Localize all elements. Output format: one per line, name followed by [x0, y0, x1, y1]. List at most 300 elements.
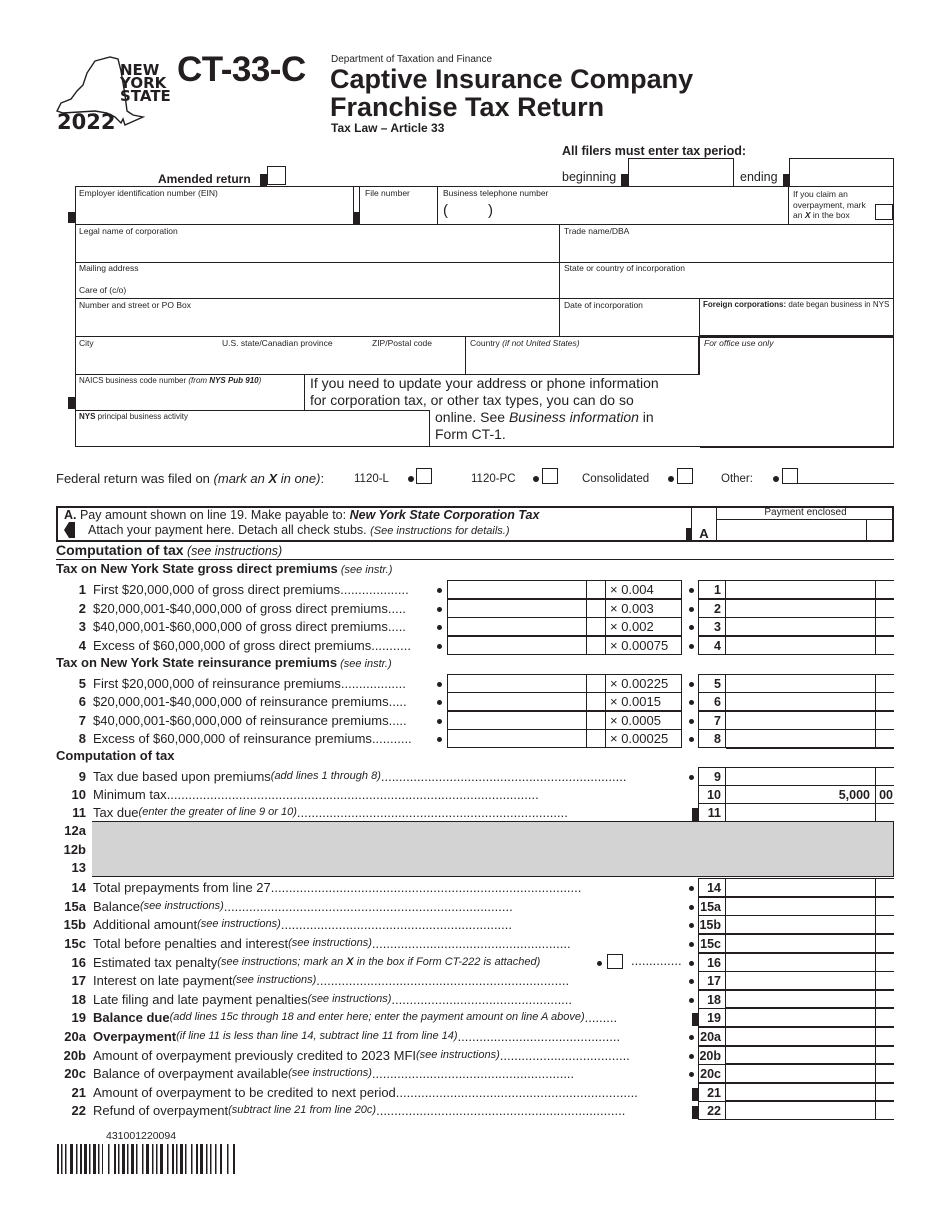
- line-7-premium-cents[interactable]: [586, 711, 606, 730]
- cents-column: [875, 693, 876, 710]
- line-14-number-box: 14: [698, 878, 726, 897]
- cents-column: [875, 1047, 876, 1064]
- line-15b-number-box: 15b: [698, 915, 726, 934]
- text: Computation of tax: [56, 542, 184, 558]
- line-15c-amount-input[interactable]: [726, 934, 894, 953]
- line-20a-amount-input[interactable]: [726, 1027, 894, 1046]
- text: Tax on New York State gross direct premiums: [56, 561, 338, 576]
- phone-open-paren: (: [443, 202, 448, 219]
- option-1120l-checkbox[interactable]: [416, 468, 432, 484]
- city-label: City: [79, 338, 94, 348]
- line-number: 4: [78, 637, 86, 653]
- line-14-amount-input[interactable]: [726, 878, 894, 897]
- leader-dots: ......................................................................................: [270, 879, 582, 895]
- direct-premiums-heading: [56, 561, 392, 576]
- notice-line: If you need to update your address or phone information: [310, 375, 659, 391]
- line-16-amount-input[interactable]: [726, 953, 894, 972]
- country-label: [470, 338, 580, 348]
- line-number: 15c: [64, 935, 86, 951]
- cents-column: [875, 1102, 876, 1119]
- line-9-number-box: 9: [698, 767, 726, 786]
- line-5-premium-cents[interactable]: [586, 674, 606, 693]
- line-7-number-box: 7: [698, 711, 726, 730]
- address-update-notice: [310, 375, 659, 409]
- text: online. See: [435, 409, 509, 425]
- payment-cents-input[interactable]: [866, 520, 894, 541]
- leader-dots: ...................: [340, 581, 409, 597]
- line-number: 8: [78, 730, 86, 746]
- line-4-rate: × 0.00075: [605, 636, 682, 655]
- logo-line-york: YORK: [120, 74, 167, 92]
- line-3-number-box: 3: [698, 617, 726, 636]
- line-20a-row: [56, 1027, 620, 1046]
- leader-dots: ..................................................: [391, 991, 573, 1007]
- bullet-icon: [408, 476, 414, 482]
- bullet-icon: [689, 588, 694, 593]
- bullet-icon: [437, 625, 442, 630]
- notice-line: for corporation tax, or other tax types, you can do so: [310, 392, 634, 408]
- divider: [700, 446, 894, 448]
- line-number: 12a: [64, 823, 86, 838]
- line-description: Overpayment: [93, 1028, 177, 1044]
- bullet-icon: [689, 961, 694, 966]
- line-number: 17: [71, 972, 86, 988]
- line-5-amount-input[interactable]: [726, 674, 894, 693]
- line-number: 2: [78, 600, 86, 616]
- option-other-label: Other:: [721, 473, 753, 485]
- department-name: Department of Taxation and Finance: [331, 54, 493, 65]
- cents-column: [875, 898, 876, 915]
- payment-instruction: [64, 508, 539, 522]
- line-9-row: [56, 767, 626, 786]
- bullet-icon: [689, 886, 694, 891]
- line-3-premium-input[interactable]: [447, 617, 587, 636]
- line-description: $40,000,001-$60,000,000 of reinsurance premiums: [93, 712, 389, 728]
- leader-dots: ...........................................................................: [296, 804, 568, 820]
- line-number: 15a: [64, 898, 86, 914]
- line-15b-amount-input[interactable]: [726, 915, 894, 934]
- title-line-2: Franchise Tax Return: [330, 92, 605, 122]
- bullet-icon: [437, 682, 442, 687]
- bullet-icon: [689, 682, 694, 687]
- divider: [56, 559, 894, 560]
- tax-period-beginning-input[interactable]: [628, 158, 734, 187]
- line-6-amount-input[interactable]: [726, 692, 894, 711]
- text: date began business in NYS: [786, 300, 890, 309]
- text: (see instr.): [337, 564, 393, 576]
- cents-column: [875, 954, 876, 971]
- text: NAICS business code number: [79, 376, 189, 385]
- cents-column: [875, 972, 876, 989]
- foreign-date-label: [703, 300, 889, 309]
- bullet-icon: [773, 476, 779, 482]
- bullet-icon: [689, 998, 694, 1003]
- line-2-number-box: 2: [698, 599, 726, 618]
- bullet-icon: [689, 905, 694, 910]
- text: (mark an: [213, 471, 269, 486]
- line-15c-number-box: 15c: [698, 934, 726, 953]
- line-description: Amount of overpayment previously credited to 2023 MFI: [93, 1047, 416, 1063]
- computation-heading: [56, 542, 282, 558]
- legal-name-label: Legal name of corporation: [79, 226, 178, 236]
- text: (See instructions for details.): [370, 525, 510, 537]
- bullet-icon: [689, 1072, 694, 1077]
- line-21-row: [56, 1083, 638, 1102]
- bullet-icon: [689, 1035, 694, 1040]
- line-3-amount-input[interactable]: [726, 617, 894, 636]
- line-3-premium-cents[interactable]: [586, 617, 606, 636]
- cents-column: [875, 675, 876, 692]
- scan-marker: [260, 174, 267, 186]
- text: (from: [188, 376, 210, 385]
- file-number-label: File number: [365, 188, 410, 198]
- line-10-number-box: 10: [698, 785, 726, 804]
- line-description: First $20,000,000 of gross direct premiums: [93, 581, 341, 597]
- line-description: Minimum tax: [93, 786, 167, 802]
- line-15a-number-box: 15a: [698, 897, 726, 916]
- line-description: $20,000,001-$40,000,000 of reinsurance premiums: [93, 693, 389, 709]
- text: an: [793, 210, 805, 220]
- line-number: 21: [71, 1084, 86, 1100]
- payee: New York State Corporation Tax: [349, 508, 540, 522]
- line-19-row: [56, 1008, 617, 1027]
- leader-dots: .....................................................................: [376, 1102, 626, 1118]
- leader-dots: ...........: [371, 637, 411, 653]
- text: Pay amount shown on line 19. Make payable to:: [76, 508, 350, 522]
- leader-dots: ...........: [371, 730, 412, 746]
- line-17-number-box: 17: [698, 971, 726, 990]
- line-2-premium-input[interactable]: [447, 599, 587, 618]
- line-number: 12b: [63, 841, 86, 857]
- leader-dots: .....: [388, 712, 407, 728]
- cents-column: [875, 637, 876, 654]
- line-15c-row: [56, 934, 571, 953]
- line-1-premium-cents[interactable]: [586, 580, 606, 599]
- bullet-icon: [689, 625, 694, 630]
- line-15a-row: [56, 897, 513, 916]
- line-1-row: [56, 580, 409, 599]
- bullet-icon: [689, 737, 694, 742]
- form-title: [330, 65, 693, 121]
- notice-line: [435, 409, 654, 426]
- line-note: (add lines 1 through 8): [270, 770, 381, 783]
- line-2-rate: × 0.003: [605, 599, 682, 618]
- cents-column: [875, 618, 876, 635]
- line-2-amount-input[interactable]: [726, 599, 894, 618]
- payment-enclosed-label: Payment enclosed: [717, 506, 894, 520]
- cents-column: [875, 935, 876, 952]
- barcode-number: 431001220094: [106, 1130, 177, 1142]
- line-3-row: [56, 617, 406, 636]
- text: (see instructions; mark an: [217, 956, 347, 969]
- other-specify-input[interactable]: [798, 483, 894, 484]
- leader-dots: ....................................: [499, 1047, 630, 1063]
- line-8-premium-input[interactable]: [447, 729, 587, 748]
- line-number: 6: [78, 693, 86, 709]
- line-description: Tax due based upon premiums: [93, 768, 271, 784]
- cents-column: [875, 786, 876, 803]
- line-18-number-box: 18: [698, 990, 726, 1009]
- line-4-amount-input[interactable]: [726, 636, 894, 655]
- line-number: 11: [72, 804, 86, 820]
- option-1120pc-checkbox[interactable]: [542, 468, 558, 484]
- line-number: 1: [78, 581, 86, 597]
- line-note: (enter the greater of line 9 or 10): [138, 806, 297, 819]
- text: (see instructions): [183, 544, 283, 558]
- logo-text: [120, 61, 171, 105]
- state-province-label: U.S. state/Canadian province: [222, 338, 333, 348]
- line-19-number-box: 19: [698, 1008, 726, 1027]
- bullet-icon: [437, 737, 442, 742]
- leader-dots: .......................................................: [371, 935, 571, 951]
- text: in the box: [810, 210, 850, 220]
- date-incorporation-label: Date of incorporation: [564, 300, 643, 310]
- leader-dots: ..............: [631, 953, 682, 968]
- line-6-premium-cents[interactable]: [586, 692, 606, 711]
- line-22-row: [56, 1101, 625, 1120]
- line-4-row: [56, 636, 411, 655]
- line-5-number-box: 5: [698, 674, 726, 693]
- line-8-number-box: 8: [698, 729, 726, 748]
- line-3-rate: × 0.002: [605, 617, 682, 636]
- cents-column: [875, 1028, 876, 1045]
- title-line-1: Captive Insurance Company: [330, 64, 694, 94]
- line-4-number-box: 4: [698, 636, 726, 655]
- line-5-premium-input[interactable]: [447, 674, 587, 693]
- line-note: (see instructions): [139, 900, 224, 913]
- line-description: Amount of overpayment to be credited to next period: [93, 1084, 396, 1100]
- line-8-premium-cents[interactable]: [586, 729, 606, 748]
- text: X: [804, 210, 811, 220]
- line-20b-number-box: 20b: [698, 1046, 726, 1065]
- line-4-premium-input[interactable]: [447, 636, 587, 655]
- leader-dots: ................................................................................: [223, 898, 513, 914]
- overpayment-label-line: overpayment, mark: [793, 199, 866, 210]
- line-number: 7: [78, 712, 86, 728]
- line-17-amount-input[interactable]: [726, 971, 894, 990]
- bullet-icon: [437, 607, 442, 612]
- option-1120l-label: 1120-L: [354, 473, 389, 485]
- line-7-premium-input[interactable]: [447, 711, 587, 730]
- divider: [726, 1063, 894, 1065]
- barcode-icon: [57, 1144, 239, 1174]
- divider: [726, 1026, 894, 1028]
- line-7-rate: × 0.0005: [605, 711, 682, 730]
- form-ct222-attached-checkbox[interactable]: [607, 954, 623, 969]
- cents-column: [875, 1065, 876, 1082]
- ending-label: ending: [740, 170, 778, 184]
- option-1120pc-label: 1120-PC: [471, 473, 516, 485]
- phone-label: Business telephone number: [443, 188, 549, 198]
- option-other-checkbox[interactable]: [782, 468, 798, 484]
- line-20a-number-box: 20a: [698, 1027, 726, 1046]
- scan-marker: [621, 174, 628, 186]
- form-subtitle: Tax Law – Article 33: [331, 121, 445, 135]
- line-8-row: [56, 729, 412, 748]
- text: in one): [277, 471, 321, 486]
- line-2-premium-cents[interactable]: [586, 599, 606, 618]
- tax-period-ending-input[interactable]: [789, 158, 894, 187]
- bullet-icon: [437, 644, 442, 649]
- attach-instruction: [88, 523, 509, 537]
- line-9-amount-input[interactable]: [726, 767, 894, 786]
- line-description: Balance due: [93, 1009, 170, 1025]
- text: :: [320, 471, 325, 486]
- bullet-icon: [689, 923, 694, 928]
- business-activity-label: [79, 412, 188, 421]
- line-number: 9: [78, 768, 86, 784]
- overpayment-claim-checkbox[interactable]: [875, 204, 893, 220]
- bullet-icon: [689, 700, 694, 705]
- overpayment-label-line: If you claim an: [793, 189, 848, 199]
- line-description: Excess of $60,000,000 of gross direct premiums: [93, 637, 372, 653]
- cents-column: [875, 1084, 876, 1101]
- line-15a-amount-input[interactable]: [726, 897, 894, 916]
- cents-column: [875, 712, 876, 729]
- leader-dots: ...................................................................: [395, 1084, 638, 1100]
- payment-enclosed-input[interactable]: [717, 520, 867, 542]
- line-number: 3: [78, 618, 86, 634]
- divider: [726, 896, 894, 898]
- naics-label: [79, 376, 261, 385]
- text: Foreign corporations:: [703, 300, 787, 309]
- line-8-amount-input[interactable]: [726, 729, 894, 748]
- street-label: Number and street or PO Box: [79, 300, 191, 310]
- line-number: 5: [78, 675, 86, 691]
- line-18-row: [56, 990, 572, 1009]
- line-4-premium-cents[interactable]: [586, 636, 606, 655]
- line-description: Total prepayments from line 27: [93, 879, 271, 895]
- line-6-premium-input[interactable]: [447, 692, 587, 711]
- line-1-rate: × 0.004: [605, 580, 682, 599]
- line-15b-row: [56, 915, 512, 934]
- amended-return-label: Amended return: [158, 172, 251, 186]
- cents-column: [875, 581, 876, 598]
- line-10-row: [56, 785, 539, 804]
- bullet-icon: [437, 588, 442, 593]
- line-21-number-box: 21: [698, 1083, 726, 1102]
- notice-line: Form CT-1.: [435, 426, 506, 442]
- cents-column: [875, 730, 876, 747]
- trade-name-label: Trade name/DBA: [564, 226, 630, 236]
- line-number: 19: [71, 1009, 86, 1025]
- line-note: (see instructions): [307, 993, 392, 1006]
- line-description: Balance of overpayment available: [93, 1065, 289, 1081]
- line-14-row: [56, 878, 581, 897]
- line-description: Excess of $60,000,000 of reinsurance premiums: [93, 730, 372, 746]
- line-1-amount-input[interactable]: [726, 580, 894, 599]
- ein-label: Employer identification number (EIN): [79, 188, 218, 198]
- shaded-unused-lines: [92, 821, 894, 877]
- line-description: $20,000,001-$40,000,000 of gross direct premiums: [93, 600, 388, 616]
- reinsurance-premiums-heading: [56, 655, 392, 670]
- line-11-number-box: 11: [698, 803, 726, 822]
- mailing-address-label: Mailing address: [79, 263, 139, 273]
- bullet-icon: [689, 979, 694, 984]
- line-note: (see instructions): [232, 974, 317, 987]
- line-description: Total before penalties and interest: [93, 935, 289, 951]
- line-22-number-box: 22: [698, 1101, 726, 1120]
- bullet-icon: [437, 700, 442, 705]
- line-description: First $20,000,000 of reinsurance premiums: [93, 675, 341, 691]
- line-20c-amount-input[interactable]: [726, 1064, 894, 1083]
- line-10-amount-input[interactable]: [726, 785, 894, 804]
- office-use-label: For office use only: [704, 338, 774, 348]
- overpayment-claim-label: [793, 189, 866, 221]
- line-22-amount-input[interactable]: [726, 1101, 894, 1120]
- line-description: $40,000,001-$60,000,000 of gross direct premiums: [93, 618, 388, 634]
- line-7-row: [56, 711, 407, 730]
- line-number: 20b: [63, 1047, 86, 1063]
- line-1-number-box: 1: [698, 580, 726, 599]
- line-5-row: [56, 674, 406, 693]
- line-6-row: [56, 692, 407, 711]
- cents-column: [875, 804, 876, 821]
- text: in: [638, 409, 654, 425]
- bullet-icon: [533, 476, 539, 482]
- text: (see instr.): [337, 658, 392, 670]
- line-1-premium-input[interactable]: [447, 580, 587, 599]
- line-description: Estimated tax penalty: [93, 954, 218, 970]
- line-19-amount-input[interactable]: [726, 1008, 894, 1027]
- line-description: Balance: [93, 898, 140, 914]
- line-number: 10: [71, 786, 86, 802]
- line-number: 20a: [64, 1028, 86, 1044]
- phone-close-paren: ): [488, 202, 493, 219]
- scan-marker: [68, 212, 75, 223]
- leader-dots: ..................: [340, 675, 406, 691]
- line-description: Tax due: [93, 804, 139, 820]
- line-20b-row: [56, 1046, 630, 1065]
- mailing-address-field[interactable]: [75, 262, 559, 298]
- leader-dots: ....................................................................: [380, 768, 627, 784]
- line-11-amount-input[interactable]: [726, 803, 894, 822]
- federal-return-label: [56, 471, 324, 486]
- bullet-icon: [689, 607, 694, 612]
- amended-return-checkbox[interactable]: [267, 166, 286, 185]
- line-note: (if line 11 is less than line 14, subtract line 11 from line 14): [176, 1030, 458, 1043]
- divider: [726, 933, 894, 935]
- bullet-icon: [668, 476, 674, 482]
- cents-column: [875, 1009, 876, 1026]
- bullet-icon: [597, 961, 602, 966]
- overpayment-label-line: [793, 210, 866, 221]
- text: NYS: [79, 412, 96, 421]
- line-note: (see instructions): [288, 937, 372, 950]
- leader-dots: ......................................................................: [316, 972, 570, 988]
- line-number: 18: [71, 991, 86, 1007]
- beginning-label: beginning: [562, 170, 617, 184]
- line-description: Late filing and late payment penalties: [93, 991, 308, 1007]
- zip-label: ZIP/Postal code: [372, 338, 433, 348]
- address-update-notice-cont: [435, 409, 654, 443]
- line-7-amount-input[interactable]: [726, 711, 894, 730]
- line-number: 13: [71, 860, 86, 876]
- line-note: (see instructions): [288, 1067, 372, 1080]
- care-of-label: Care of (c/o): [79, 285, 127, 295]
- logo-line-state: STATE: [120, 87, 171, 105]
- line-6-number-box: 6: [698, 692, 726, 711]
- line-description: Additional amount: [93, 916, 198, 932]
- option-consolidated-checkbox[interactable]: [677, 468, 693, 484]
- tax-period-heading: All filers must enter tax period:: [562, 144, 747, 158]
- line-number: 15b: [63, 916, 86, 932]
- line-note: (see instructions): [416, 1049, 500, 1062]
- line-note: (subtract line 21 from line 20c): [228, 1104, 377, 1117]
- text: NYS Pub 910: [209, 376, 259, 385]
- line-20c-number-box: 20c: [698, 1064, 726, 1083]
- arrow-left-icon: [64, 522, 76, 538]
